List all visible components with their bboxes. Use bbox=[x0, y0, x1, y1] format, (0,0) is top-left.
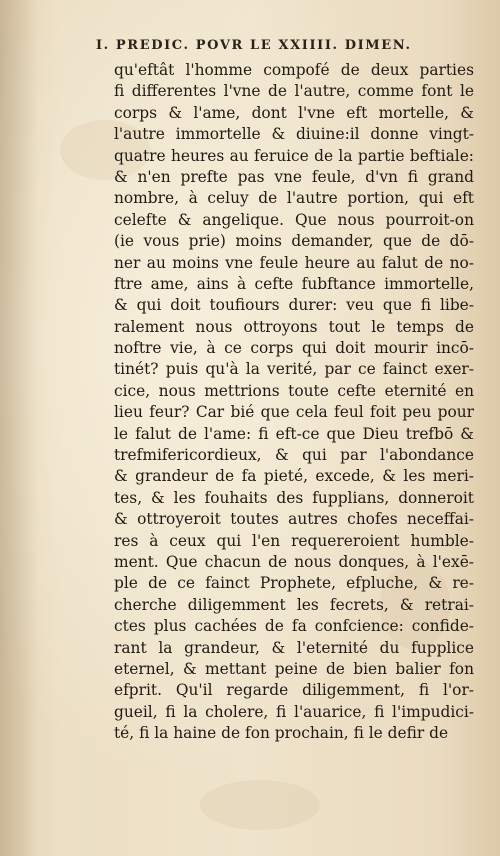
text-line: trefmifericordieux, & qui par l'abondance bbox=[114, 446, 474, 465]
text-line: fi differentes l'vne de l'autre, comme font le bbox=[114, 82, 474, 101]
text-line: tes, & les fouhaits des fupplians, donneroit bbox=[114, 488, 474, 507]
text-line: quatre heures au feruice de la partie beftiale: bbox=[114, 146, 474, 165]
paper-stain bbox=[200, 780, 320, 830]
text-line: té, fi la haine de fon prochain, fi le defir de bbox=[114, 724, 449, 743]
text-line: & ottroyeroit toutes autres chofes neceffai- bbox=[114, 510, 474, 529]
text-line: & n'en prefte pas vne feule, d'vn fi grand bbox=[114, 167, 474, 186]
text-line: cherche diligemment les fecrets, & retrai- bbox=[114, 595, 474, 614]
text-line: ralement nous ottroyons tout le temps de bbox=[114, 317, 474, 336]
text-line: ment. Que chacun de nous donques, à l'exē- bbox=[114, 552, 474, 571]
text-line: lieu feur? Car bié que cela feul foit peu pour bbox=[114, 403, 474, 422]
text-line: tinét? puis qu'à la verité, par ce fainct exer- bbox=[114, 360, 474, 379]
running-header: I. PREDIC. POVR LE XXIIII. DIMEN. bbox=[96, 38, 412, 53]
text-line: nombre, à celuy de l'autre portion, qui eft bbox=[114, 189, 474, 208]
text-line: qu'eftât l'homme compofé de deux parties bbox=[114, 61, 474, 79]
text-line: ple de ce fainct Prophete, efpluche, & re- bbox=[114, 574, 474, 593]
text-line: ftre ame, ains à cefte fubftance immortelle, bbox=[114, 274, 474, 293]
text-line: l'autre immortelle & diuine:il donne vingt- bbox=[114, 125, 474, 144]
text-line: ner au moins vne feule heure au falut de no- bbox=[114, 253, 474, 272]
text-line: celefte & angelique. Que nous pourroit-on bbox=[114, 210, 474, 229]
text-line: & qui doit toufiours durer: veu que fi libe- bbox=[114, 296, 474, 315]
body-text bbox=[114, 60, 474, 745]
text-line: (ie vous prie) moins demander, que de dō- bbox=[114, 232, 474, 251]
text-line: noftre vie, à ce corps qui doit mourir incō- bbox=[114, 339, 474, 358]
text-line: eternel, & mettant peine de bien balier fon bbox=[114, 659, 474, 678]
text-line: gueil, fi la cholere, fi l'auarice, fi l'impudici- bbox=[114, 702, 474, 721]
text-line: ctes plus cachées de fa confcience: confide- bbox=[114, 617, 474, 636]
text-line: efprit. Qu'il regarde diligemment, fi l'or- bbox=[114, 681, 474, 700]
text-line: corps & l'ame, dont l'vne eft mortelle, & bbox=[114, 103, 474, 122]
text-line: & grandeur de fa pieté, excede, & les meri- bbox=[114, 467, 474, 486]
page-gutter-shadow bbox=[0, 0, 38, 856]
text-line: le falut de l'ame: fi eft-ce que Dieu trefbō & bbox=[114, 424, 474, 443]
text-line: rant la grandeur, & l'eternité du fupplice bbox=[114, 638, 474, 657]
text-line: cice, nous mettrions toute cefte eternité en bbox=[114, 381, 474, 400]
text-line: res à ceux qui l'en requereroient humble- bbox=[114, 531, 474, 550]
